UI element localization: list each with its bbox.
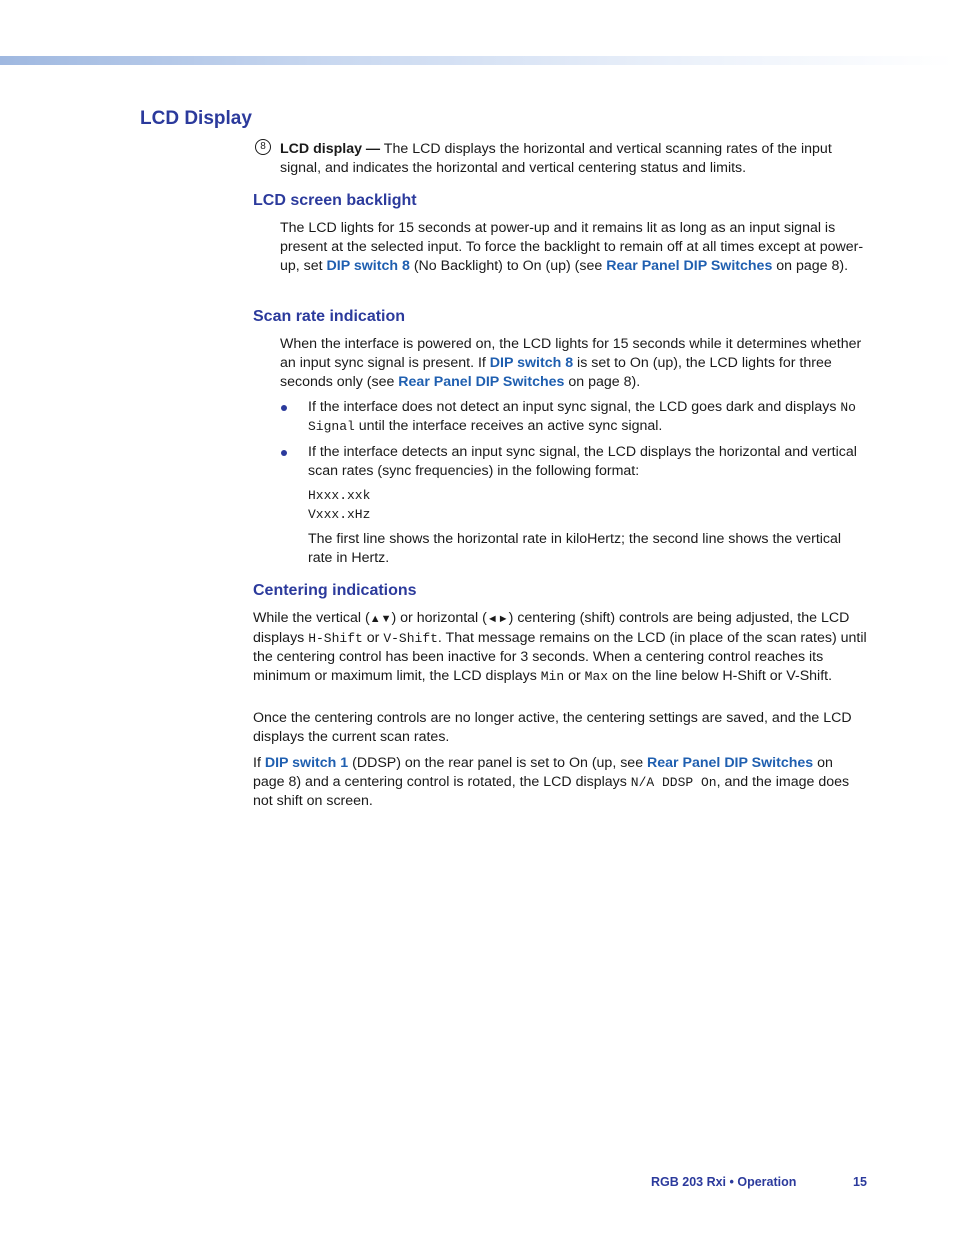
- p3-text-b: (DDSP) on the rear panel is set to On (up, see: [348, 755, 648, 771]
- rear-panel-dip-switches-link[interactable]: Rear Panel DIP Switches: [647, 755, 814, 771]
- scan-text-2: is set to On (up), the LCD lights for three seconds only (see: [280, 355, 832, 390]
- callout-number-icon: 8: [255, 139, 271, 155]
- rear-panel-dip-switches-link[interactable]: Rear Panel DIP Switches: [398, 374, 565, 390]
- no-signal-code: No Signal: [308, 400, 856, 434]
- page-number: 15: [853, 1175, 867, 1189]
- centering-text-d: or: [362, 630, 384, 646]
- bullet1-text-a: If the interface does not detect an input sync signal, the LCD goes dark and displays: [308, 399, 841, 415]
- v-shift-code: V-Shift: [383, 631, 438, 646]
- p3-text-c: on page 8) and a centering control is rotated, the LCD displays: [253, 755, 833, 790]
- scan-rate-paragraph: [280, 335, 870, 392]
- bullet-sync-detected: If the interface detects an input sync signal, the LCD displays the horizontal and vertical scan rates (sync frequencies) in the following format:: [308, 444, 857, 479]
- backlight-text-1: The LCD lights for 15 seconds at power-up and it remains lit as long as an input signal is present at the selected input. To force the backlight to remain off at all times except at power-up, set: [280, 220, 864, 274]
- dip-switch-8-link[interactable]: DIP switch 8: [489, 355, 574, 371]
- na-ddsp-on-code: N/A DDSP On: [630, 775, 717, 790]
- centering-text-e: . That message remains on the LCD (in place of the scan rates) until the centering control has been inactive for 3 seconds. When a centering control reaches its minimum or maximum limit, the LCD displays: [253, 630, 867, 684]
- centering-text-b: ) or horizontal (: [391, 610, 487, 626]
- backlight-paragraph: [280, 219, 872, 276]
- centering-paragraph-1: [253, 609, 873, 686]
- centering-heading: Centering indications: [253, 582, 417, 599]
- dip-switch-8-link[interactable]: DIP switch 8: [326, 258, 410, 274]
- max-code: Max: [584, 669, 609, 684]
- lcd-display-text: The LCD displays the horizontal and vertical scanning rates of the input signal, and indicates the horizontal and vertical centering status and limits.: [280, 141, 832, 176]
- backlight-text-3: on page 8).: [772, 258, 849, 274]
- vertical-arrows-icon: ▲▼: [369, 613, 392, 625]
- h-shift-code: H-Shift: [308, 631, 363, 646]
- scan-text-3: on page 8).: [564, 374, 641, 390]
- format-note: The first line shows the horizontal rate in kiloHertz; the second line shows the vertical rate in Hertz.: [308, 531, 842, 566]
- lcd-display-lead: LCD display —: [280, 141, 381, 157]
- code-horizontal-format: Hxxx.xxk: [308, 488, 371, 503]
- p3-text-a: If: [253, 755, 265, 771]
- bullet-icon: [281, 405, 287, 411]
- backlight-heading: LCD screen backlight: [253, 192, 417, 209]
- centering-text-a: While the vertical (: [253, 610, 370, 626]
- centering-text-c: ) centering (shift) controls are being adjusted, the LCD displays: [253, 610, 850, 646]
- bullet-no-signal: [308, 398, 873, 436]
- centering-text-g: on the line below H-Shift or V-Shift.: [608, 668, 833, 684]
- bullet1-text-b: until the interface receives an active sync signal.: [354, 418, 663, 434]
- lcd-display-description: [280, 140, 870, 178]
- p3-text-d: , and the image does not shift on screen.: [253, 774, 850, 809]
- footer-title: RGB 203 Rxi • Operation: [651, 1175, 797, 1189]
- rear-panel-dip-switches-link[interactable]: Rear Panel DIP Switches: [606, 258, 773, 274]
- header-gradient-bar: [0, 56, 954, 65]
- scan-text-1: When the interface is powered on, the LCD lights for 15 seconds while it determines whether an input sync signal is present. If: [280, 336, 862, 371]
- horizontal-arrows-icon: ◄►: [486, 613, 509, 625]
- dip-switch-1-link[interactable]: DIP switch 1: [264, 755, 349, 771]
- backlight-text-2: (No Backlight) to On (up) (see: [409, 258, 607, 274]
- scan-rate-heading: Scan rate indication: [253, 308, 406, 325]
- bullet-icon: [281, 450, 287, 456]
- centering-paragraph-3: [253, 754, 868, 811]
- centering-paragraph-2: Once the centering controls are no longer active, the centering settings are saved, and the LCD displays the current scan rates.: [253, 710, 852, 745]
- min-code: Min: [540, 669, 565, 684]
- centering-text-f: or: [564, 668, 585, 684]
- section-heading: LCD Display: [140, 108, 252, 129]
- code-vertical-format: Vxxx.xHz: [308, 507, 371, 522]
